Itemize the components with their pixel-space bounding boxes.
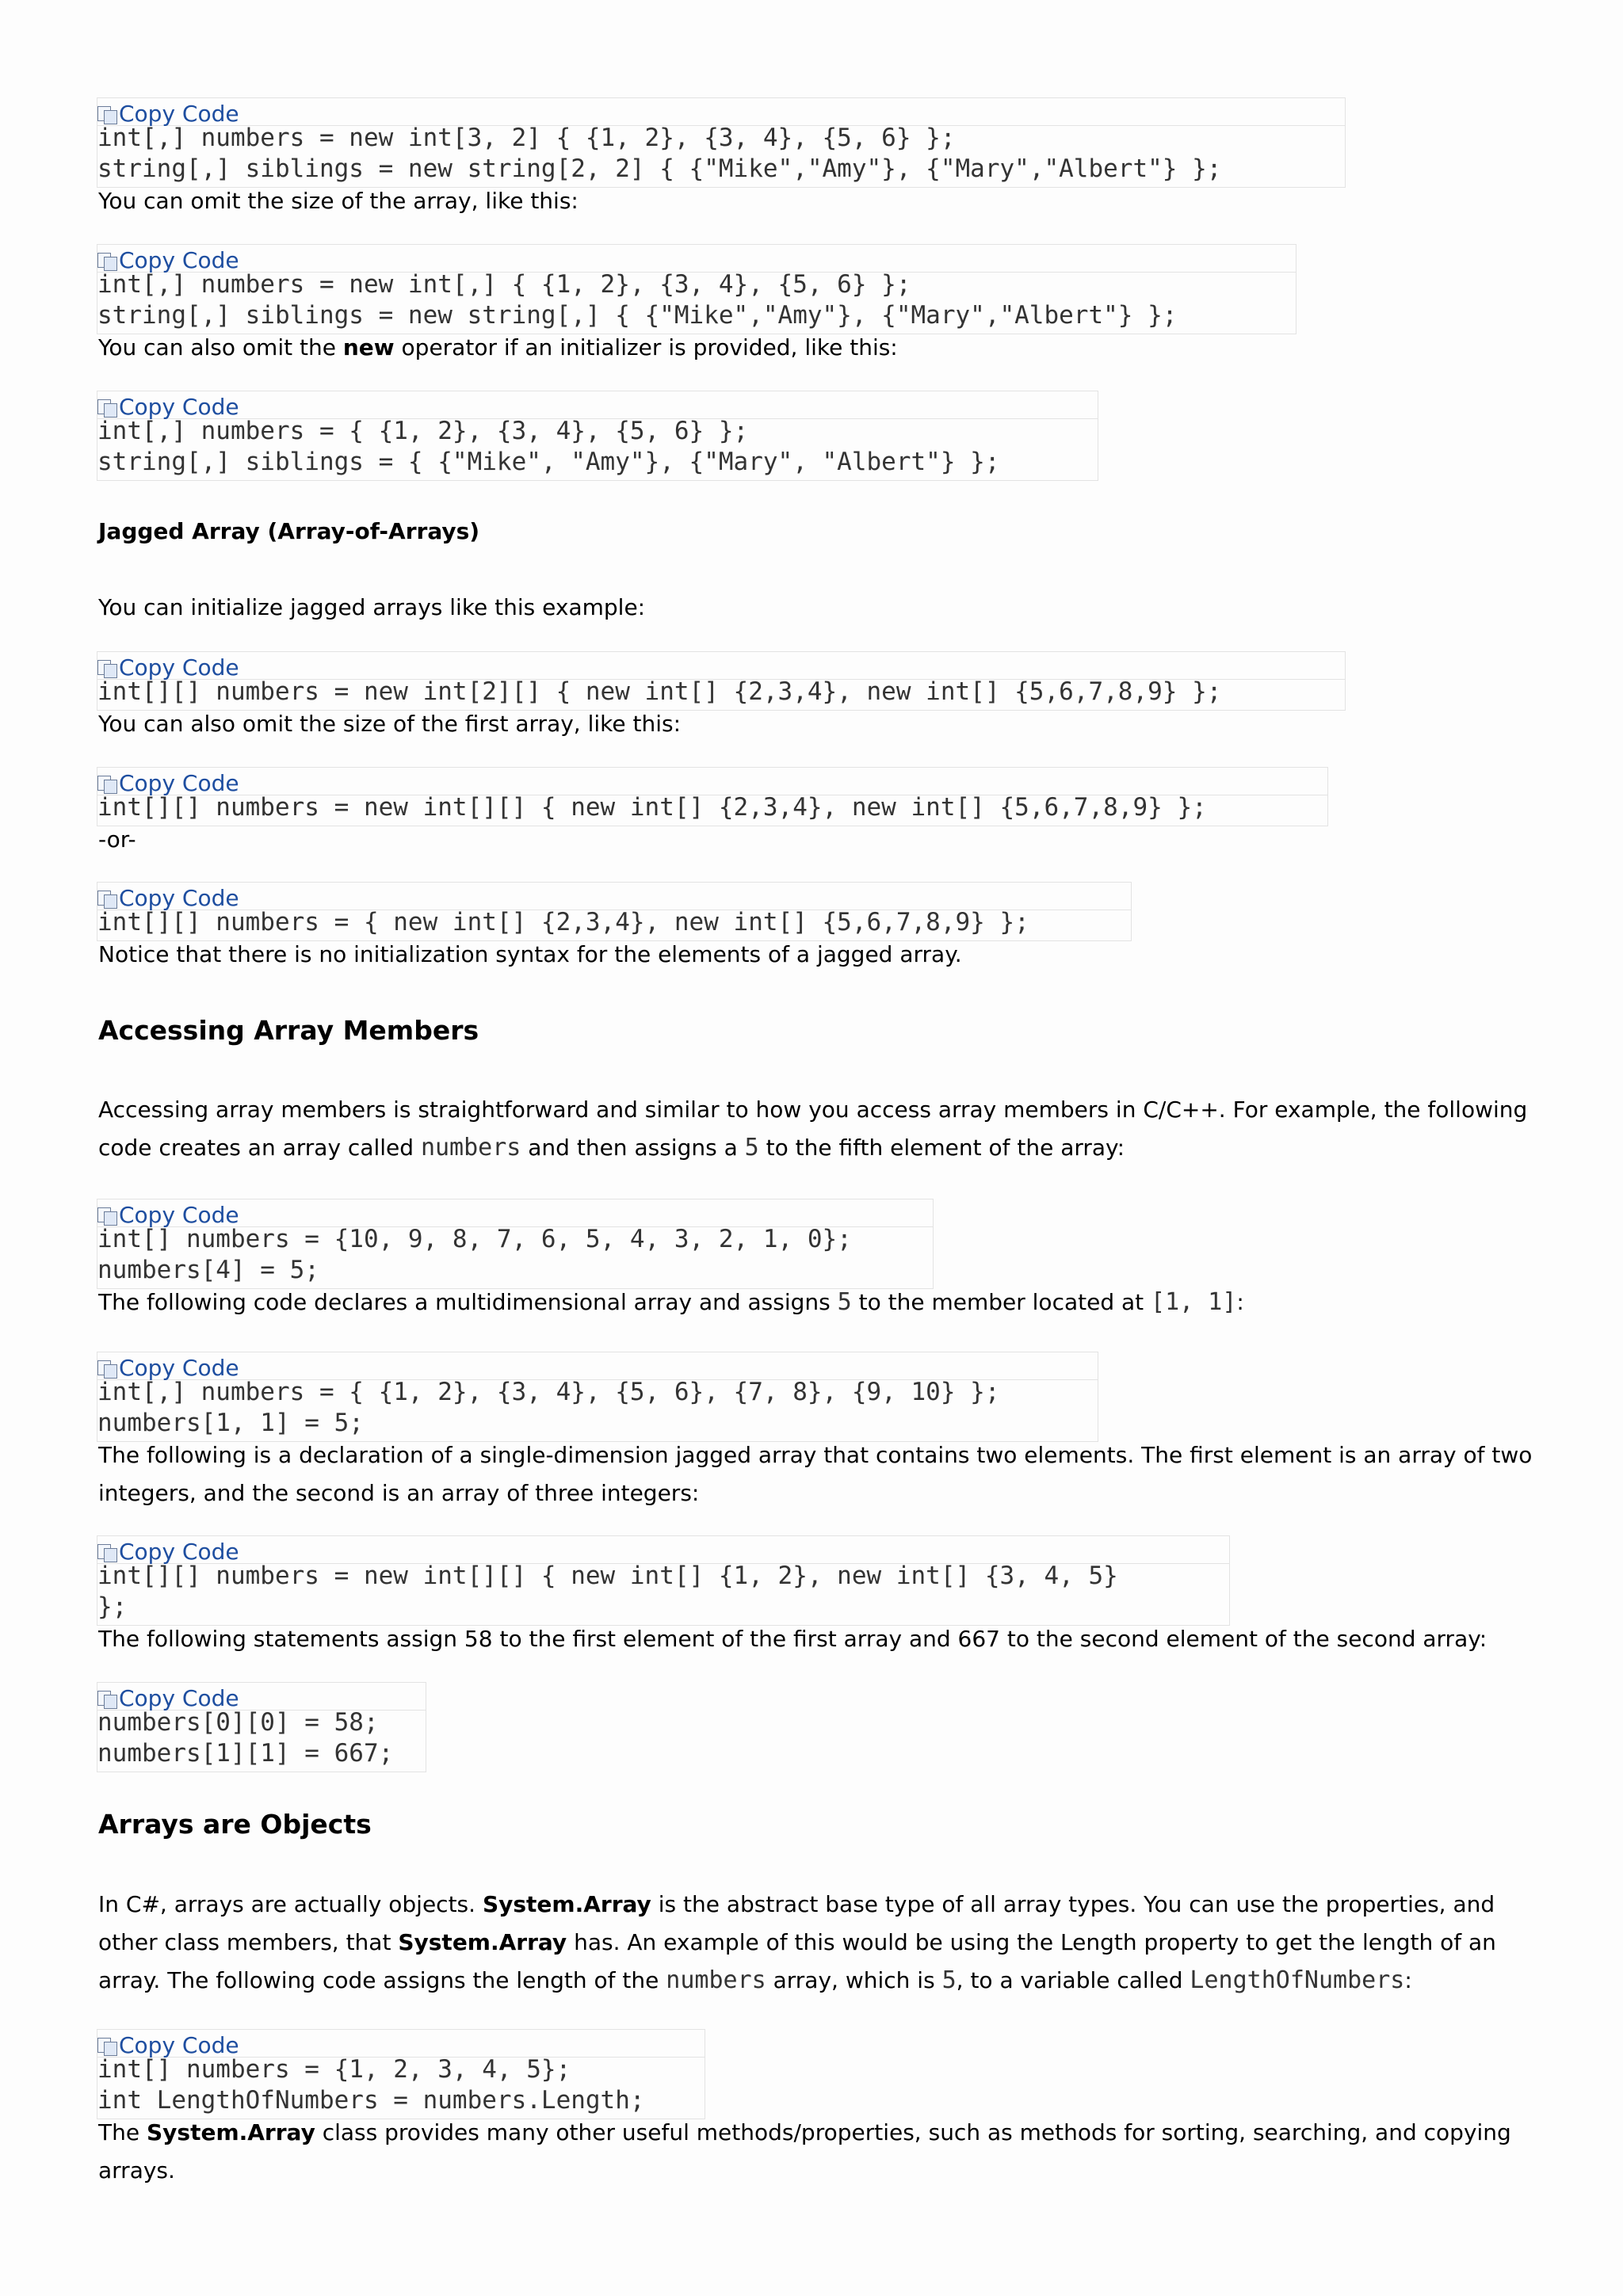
copy-code-label: Copy Code bbox=[119, 2032, 239, 2058]
code-line: int LengthOfNumbers = numbers.Length; bbox=[97, 2086, 645, 2115]
code-block bbox=[97, 1199, 934, 1289]
copy-icon bbox=[97, 253, 118, 270]
paragraph-line: array. The following code assigns the length of the numbers array, which is 5, to a variable called LengthOfNumbers: bbox=[98, 1966, 1412, 1994]
code-line: numbers[0][0] = 58; bbox=[97, 1708, 379, 1737]
copy-code-label: Copy Code bbox=[119, 885, 239, 911]
copy-icon bbox=[97, 1691, 118, 1708]
code-line: string[,] siblings = new string[2, 2] { {"Mike","Amy"}, {"Mary","Albert"} }; bbox=[97, 154, 1222, 183]
copy-code-label: Copy Code bbox=[119, 1685, 239, 1711]
copy-code-label: Copy Code bbox=[119, 394, 239, 420]
code-line: int[][] numbers = new int[2][] { new int[] {2,3,4}, new int[] {5,6,7,8,9} }; bbox=[97, 677, 1222, 706]
copy-code-label: Copy Code bbox=[119, 770, 239, 796]
paragraph: The following statements assign 58 to the first element of the first array and 667 to the second element of the second array: bbox=[98, 1626, 1487, 1652]
paragraph-line: The following is a declaration of a single-dimension jagged array that contains two elements. The first element is an array of two bbox=[98, 1442, 1533, 1468]
code-line: int[] numbers = {10, 9, 8, 7, 6, 5, 4, 3, 2, 1, 0}; bbox=[97, 1225, 852, 1253]
paragraph: Notice that there is no initialization syntax for the elements of a jagged array. bbox=[98, 941, 962, 967]
code-line: int[][] numbers = new int[][] { new int[] {1, 2}, new int[] {3, 4, 5} bbox=[97, 1562, 1118, 1590]
section-heading: Arrays are Objects bbox=[98, 1809, 372, 1840]
code-line: numbers[4] = 5; bbox=[97, 1256, 319, 1284]
copy-icon bbox=[97, 660, 118, 677]
paragraph: You can also omit the size of the first array, like this: bbox=[98, 711, 682, 737]
paragraph-line: Accessing array members is straightforward and similar to how you access array members in C/C++. For example, the following bbox=[98, 1097, 1528, 1123]
paragraph-line: In C#, arrays are actually objects. System.Array is the abstract base type of all array types. You can use the properties, and bbox=[98, 1891, 1495, 1917]
paragraph: The following code declares a multidimensional array and assigns 5 to the member located at [1, 1]: bbox=[98, 1288, 1244, 1316]
copy-code-label: Copy Code bbox=[119, 101, 239, 127]
code-line: int[,] numbers = new int[,] { {1, 2}, {3, 4}, {5, 6} }; bbox=[97, 270, 911, 299]
code-line: string[,] siblings = new string[,] { {"Mike","Amy"}, {"Mary","Albert"} }; bbox=[97, 301, 1178, 330]
copy-code-label: Copy Code bbox=[119, 1355, 239, 1381]
copy-icon bbox=[97, 106, 118, 124]
code-line: numbers[1][1] = 667; bbox=[97, 1739, 394, 1768]
section-heading: Accessing Array Members bbox=[98, 1015, 479, 1046]
paragraph: -or- bbox=[98, 826, 136, 852]
paragraph-line: arrays. bbox=[98, 2157, 175, 2183]
code-line: int[][] numbers = { new int[] {2,3,4}, new int[] {5,6,7,8,9} }; bbox=[97, 908, 1029, 936]
copy-icon bbox=[97, 1360, 118, 1378]
paragraph-line: The System.Array class provides many other useful methods/properties, such as methods for sorting, searching, and copying bbox=[98, 2119, 1511, 2145]
code-block bbox=[97, 97, 1346, 188]
copy-icon bbox=[97, 399, 118, 417]
section-heading: Jagged Array (Array-of-Arrays) bbox=[98, 518, 480, 544]
code-block bbox=[97, 651, 1346, 711]
paragraph-line: code creates an array called numbers and then assigns a 5 to the fifth element of the array: bbox=[98, 1134, 1125, 1161]
code-line: int[,] numbers = new int[3, 2] { {1, 2}, {3, 4}, {5, 6} }; bbox=[97, 124, 956, 152]
copy-icon bbox=[97, 776, 118, 793]
code-block bbox=[97, 1535, 1230, 1626]
copy-icon bbox=[97, 891, 118, 908]
code-block bbox=[97, 2029, 705, 2119]
copy-icon bbox=[97, 1544, 118, 1562]
code-block bbox=[97, 1352, 1098, 1442]
code-line: int[,] numbers = { {1, 2}, {3, 4}, {5, 6} }; bbox=[97, 417, 749, 445]
paragraph: You can omit the size of the array, like this: bbox=[98, 188, 579, 214]
code-block bbox=[97, 767, 1328, 826]
code-line: int[] numbers = {1, 2, 3, 4, 5}; bbox=[97, 2055, 571, 2084]
paragraph: You can also omit the new operator if an initializer is provided, like this: bbox=[98, 334, 898, 360]
code-line: string[,] siblings = { {"Mike", "Amy"}, {"Mary", "Albert"} }; bbox=[97, 448, 1000, 476]
code-block bbox=[97, 391, 1098, 481]
copy-code-label: Copy Code bbox=[119, 1202, 239, 1228]
paragraph-line: integers, and the second is an array of three integers: bbox=[98, 1480, 700, 1506]
copy-code-label: Copy Code bbox=[119, 1539, 239, 1565]
code-block bbox=[97, 882, 1132, 941]
copy-icon bbox=[97, 2038, 118, 2055]
paragraph: You can initialize jagged arrays like this example: bbox=[98, 594, 646, 620]
paragraph-line: other class members, that System.Array has. An example of this would be using the Length property to get the length of an bbox=[98, 1929, 1496, 1955]
copy-icon bbox=[97, 1207, 118, 1225]
code-line: numbers[1, 1] = 5; bbox=[97, 1409, 364, 1437]
code-line: int[,] numbers = { {1, 2}, {3, 4}, {5, 6}, {7, 8}, {9, 10} }; bbox=[97, 1378, 1000, 1406]
code-block bbox=[97, 244, 1296, 334]
code-block bbox=[97, 1682, 426, 1772]
code-line: int[][] numbers = new int[][] { new int[] {2,3,4}, new int[] {5,6,7,8,9} }; bbox=[97, 793, 1207, 822]
copy-code-label: Copy Code bbox=[119, 654, 239, 681]
code-line: }; bbox=[97, 1592, 128, 1621]
copy-code-label: Copy Code bbox=[119, 247, 239, 273]
